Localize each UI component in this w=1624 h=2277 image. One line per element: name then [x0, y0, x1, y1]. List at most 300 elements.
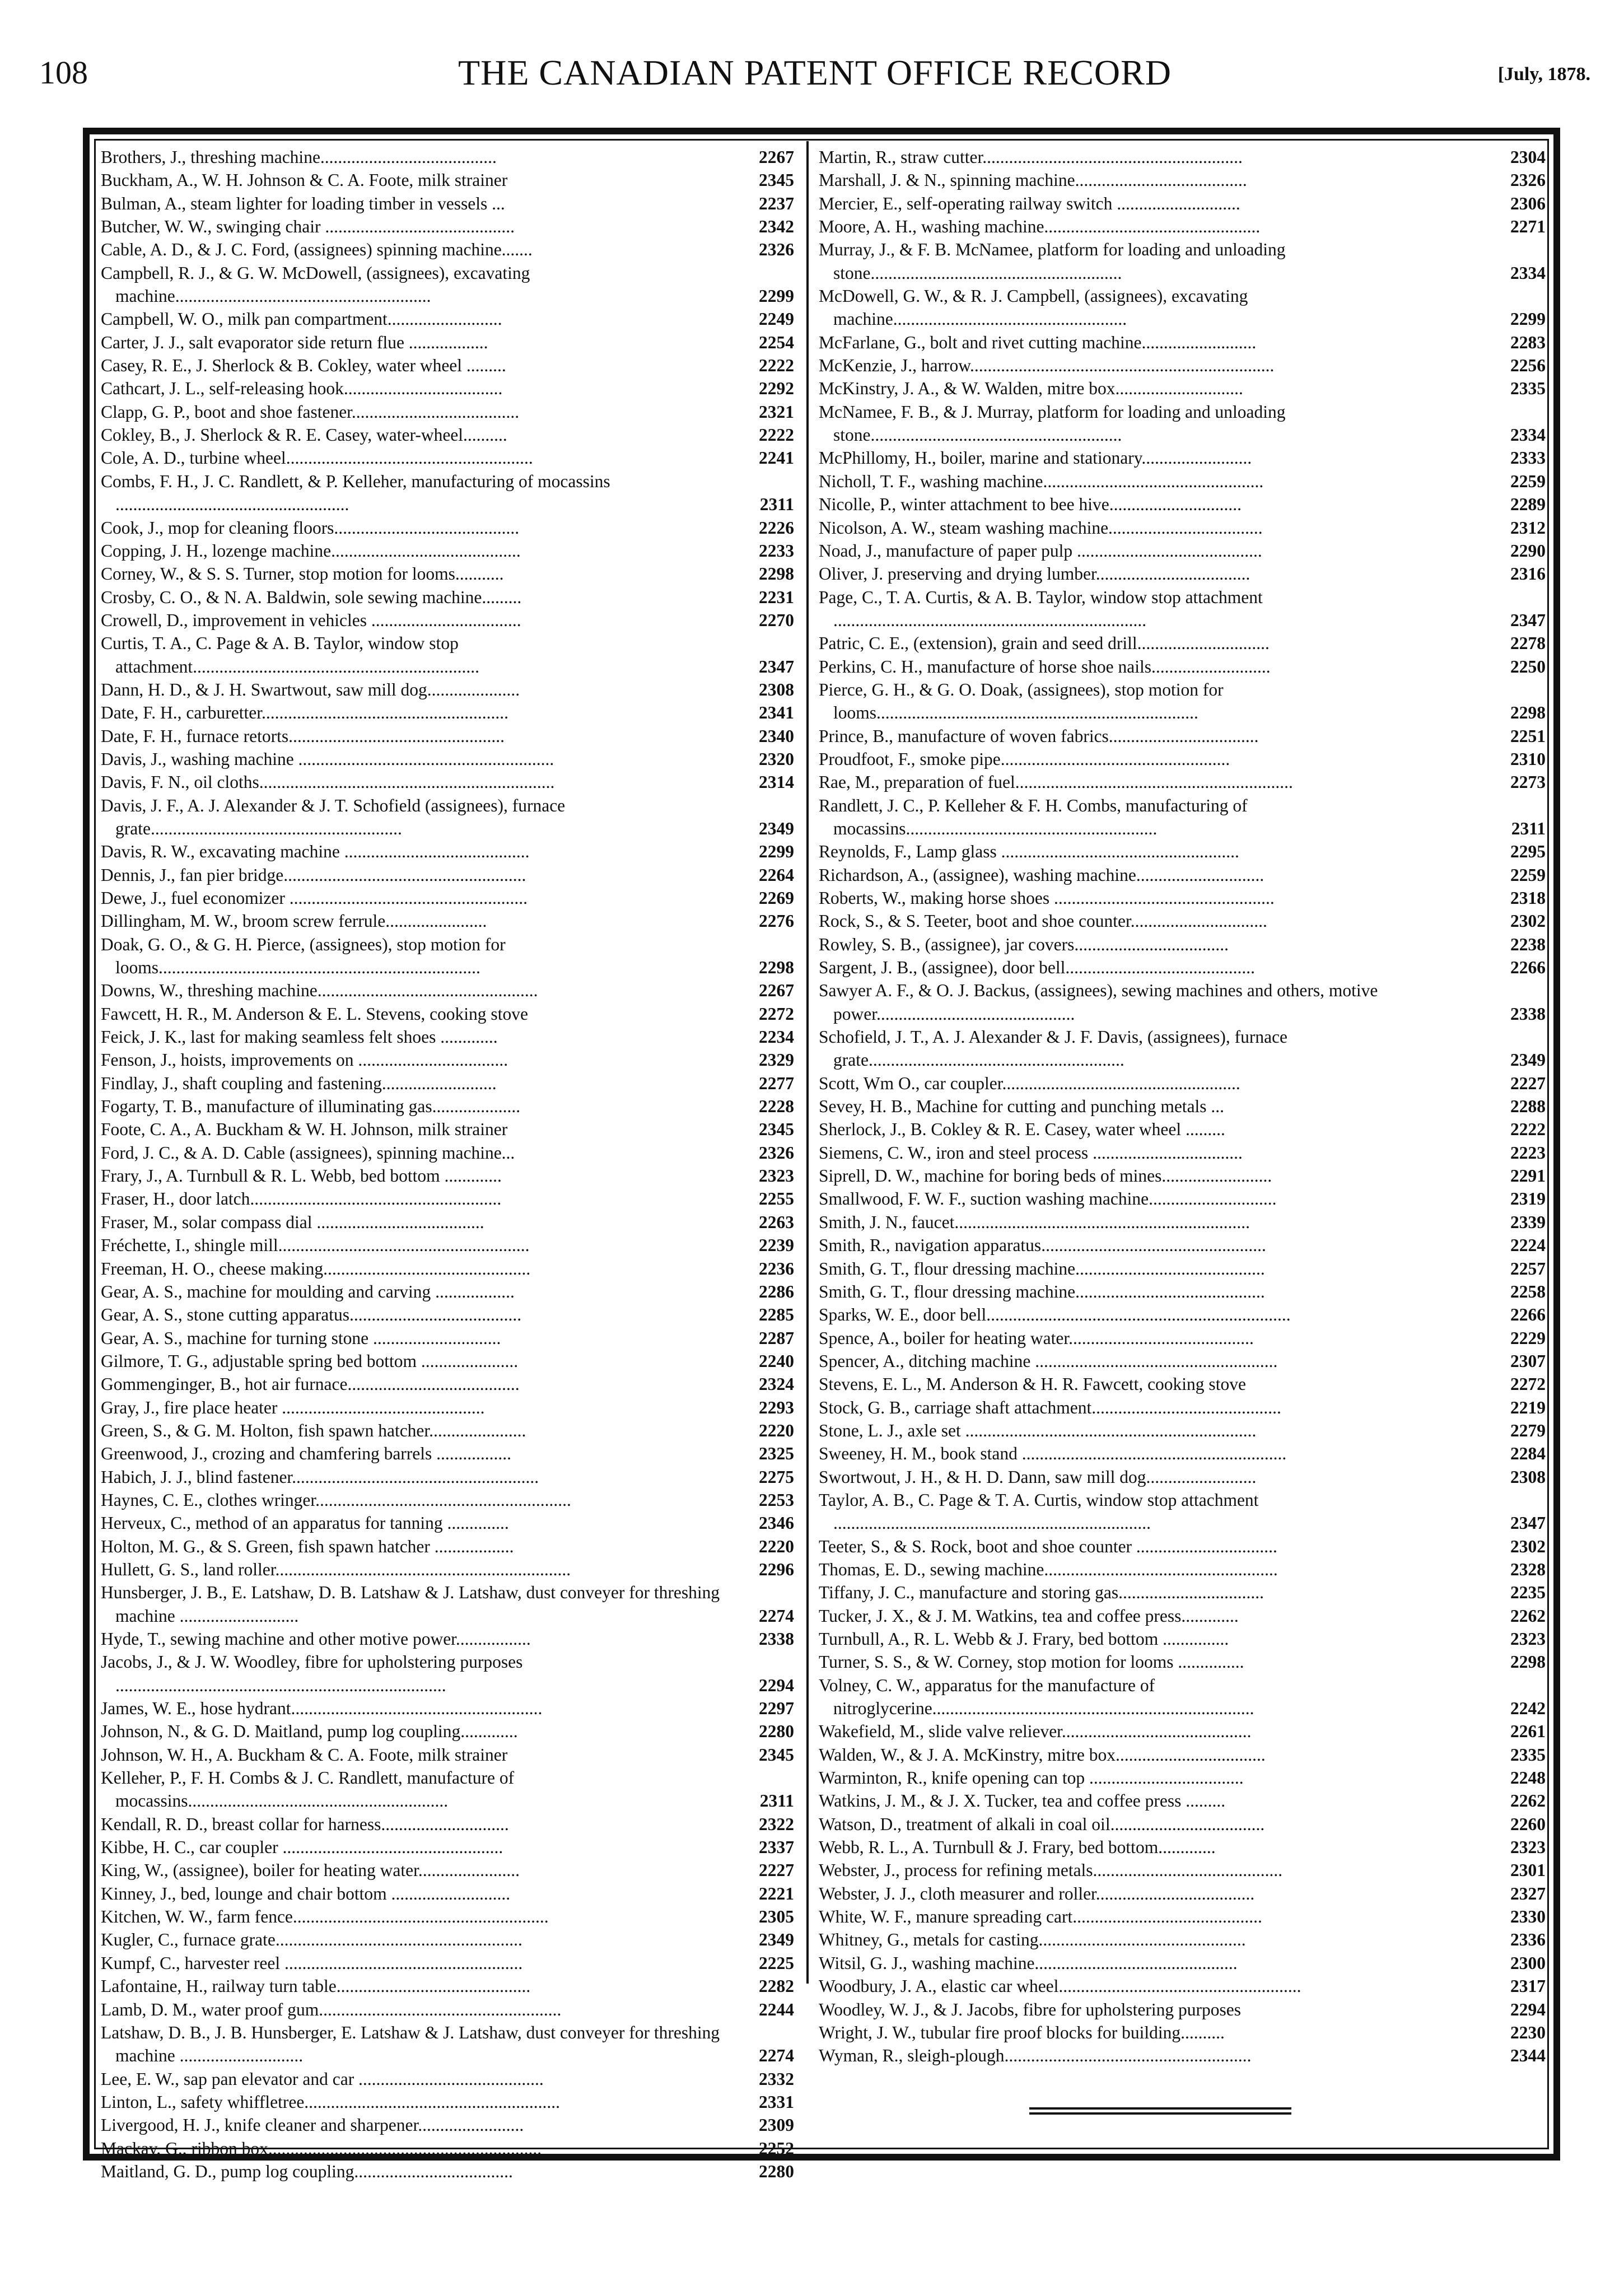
patent-number: 2344 — [1510, 2046, 1546, 2066]
entry-name: Date, F. H., carburetter........................................................ — [101, 703, 508, 723]
patent-number: 2347 — [1510, 1513, 1546, 1533]
entry-name: Smith, G. T., flour dressing machine........................................... — [819, 1281, 1265, 1301]
index-entry — [101, 1025, 794, 1048]
index-entry — [819, 192, 1546, 215]
patent-number: 2296 — [759, 1559, 794, 1579]
entry-name: Brothers, J., threshing machine........................................ — [101, 147, 497, 167]
index-entry — [819, 1535, 1546, 1558]
entry-name: King, W., (assignee), boiler for heating water....................... — [101, 1860, 520, 1881]
index-entry — [819, 1998, 1546, 2021]
entry-name: Dillingham, M. W., broom screw ferrule....................... — [101, 911, 487, 931]
patent-number: 2231 — [759, 587, 794, 607]
index-entry — [819, 1211, 1546, 1234]
entry-name: Greenwood, J., crozing and chamfering barrels ................. — [101, 1444, 512, 1464]
patent-number: 2292 — [759, 379, 794, 399]
entry-name: White, W. F., manure spreading cart........................................... — [819, 1907, 1262, 1927]
index-entry — [101, 1303, 794, 1326]
entry-name: Nicolle, P., winter attachment to bee hive.............................. — [819, 494, 1242, 515]
entry-name: Findlay, J., shaft coupling and fastening.......................... — [101, 1073, 497, 1093]
entry-name: Warminton, R., knife opening can top ................................... — [819, 1768, 1244, 1788]
entry-name: Watkins, J. M., & J. X. Tucker, tea and coffee press ......... — [819, 1791, 1226, 1811]
patent-number: 2286 — [759, 1281, 794, 1301]
index-entry — [101, 678, 794, 701]
entry-name: Fraser, M., solar compass dial ...................................... — [101, 1212, 484, 1232]
patent-number: 2335 — [1510, 1744, 1546, 1765]
patent-number: 2228 — [759, 1096, 794, 1117]
entry-name: Smith, J. N., faucet................................................................... — [819, 1212, 1250, 1232]
index-entry — [819, 1766, 1546, 1789]
patent-number: 2274 — [759, 1606, 794, 1626]
index-entry — [819, 470, 1546, 493]
entry-name: Frary, J., A. Turnbull & R. L. Webb, bed bottom ............. — [101, 1166, 502, 1186]
entry-name: Fraser, H., door latch......................................................... — [101, 1189, 502, 1209]
patent-number: 2314 — [759, 772, 794, 792]
entry-name: Feick, J. K., last for making seamless felt shoes ............. — [101, 1027, 498, 1047]
patent-number: 2311 — [759, 1791, 794, 1811]
entry-name: Woodley, W. J., & J. Jacobs, fibre for upholstering purposes — [819, 1999, 1241, 2019]
index-entry — [101, 1581, 794, 1627]
entry-name: Watson, D., treatment of alkali in coal oil................................... — [819, 1814, 1265, 1834]
index-entry — [101, 423, 794, 446]
patent-number: 2324 — [759, 1374, 794, 1394]
entry-name: Kendall, R. D., breast collar for harness............................. — [101, 1814, 509, 1834]
patent-number: 2273 — [1510, 772, 1546, 792]
entry-name: Turner, S. S., & W. Corney, stop motion for looms ............... — [819, 1652, 1244, 1672]
entry-name: Webster, J. J., cloth measurer and roller.................................... — [819, 1883, 1255, 1903]
index-entry — [819, 1303, 1546, 1326]
index-entry — [101, 1627, 794, 1650]
patent-number: 2294 — [1510, 1999, 1546, 2019]
entry-name: Rae, M., preparation of fuel............................................................... — [819, 772, 1293, 792]
end-rule — [1029, 2112, 1291, 2115]
patent-number: 2318 — [1510, 888, 1546, 908]
index-entry — [819, 446, 1546, 469]
patent-number: 2305 — [759, 1907, 794, 1927]
index-entry — [101, 516, 794, 539]
patent-number: 2323 — [1510, 1837, 1546, 1858]
patent-number: 2258 — [1510, 1281, 1546, 1301]
index-entry — [819, 354, 1546, 377]
entry-name: Carter, J. J., salt evaporator side return flue .................. — [101, 332, 488, 352]
entry-name: Smith, R., navigation apparatus................................................... — [819, 1235, 1266, 1256]
entry-name: Johnson, N., & G. D. Maitland, pump log coupling............. — [101, 1721, 518, 1742]
index-entry — [819, 979, 1546, 1025]
entry-name: Kitchen, W. W., farm fence.......................................................... — [101, 1907, 549, 1927]
patent-number: 2295 — [1510, 842, 1546, 862]
entry-name: Cokley, B., J. Sherlock & R. E. Casey, water-wheel.......... — [101, 425, 507, 445]
entry-name: Fawcett, H. R., M. Anderson & E. L. Stevens, cooking stove — [101, 1004, 528, 1024]
index-entry — [101, 307, 794, 330]
index-entry — [819, 1928, 1546, 1951]
patent-number: 2270 — [759, 610, 794, 630]
entry-name: Wright, J. W., tubular fire proof blocks for building.......... — [819, 2022, 1225, 2042]
index-entry — [819, 1187, 1546, 1210]
patent-number: 2298 — [1510, 703, 1546, 723]
index-entry — [101, 331, 794, 354]
index-entry — [101, 1396, 794, 1419]
patent-number: 2309 — [759, 2115, 794, 2135]
index-entry — [819, 1975, 1546, 1998]
index-entry — [819, 1720, 1546, 1743]
patent-number: 2233 — [759, 540, 794, 561]
index-entry — [819, 1442, 1546, 1465]
index-entry — [101, 1072, 794, 1095]
index-entry — [101, 1211, 794, 1234]
index-entry — [101, 2021, 794, 2068]
index-entry — [101, 1511, 794, 1534]
index-entry — [819, 377, 1546, 400]
index-entry — [101, 1905, 794, 1928]
index-entry — [101, 701, 794, 724]
patent-number: 2267 — [759, 147, 794, 167]
patent-number: 2284 — [1510, 1444, 1546, 1464]
entry-name: Fogarty, T. B., manufacture of illuminating gas.................... — [101, 1096, 521, 1117]
index-entry — [101, 1280, 794, 1303]
entry-name: Webb, R. L., A. Turnbull & J. Frary, bed bottom............. — [819, 1837, 1216, 1858]
entry-name: Copping, J. H., lozenge machine........................................... — [101, 540, 521, 561]
entry-name: Kibbe, H. C., car coupler .................................................. — [101, 1837, 503, 1858]
index-entry — [101, 238, 794, 261]
entry-name: Webster, J., process for refining metals........................................... — [819, 1860, 1283, 1881]
index-entry — [819, 909, 1546, 932]
index-entry — [101, 1095, 794, 1118]
index-entry — [101, 1650, 794, 1697]
entry-name: Cole, A. D., turbine wheel........................................................ — [101, 448, 533, 468]
index-entry — [819, 400, 1546, 447]
index-entry — [819, 516, 1546, 539]
patent-number: 2275 — [759, 1467, 794, 1487]
index-column-left — [101, 146, 794, 2183]
patent-number: 2256 — [1510, 356, 1546, 376]
patent-number: 2336 — [1510, 1930, 1546, 1950]
entry-name: Randlett, J. C., P. Kelleher & F. H. Combs, manufacturing of mocassins......................................................... — [819, 795, 1252, 838]
index-entry — [101, 1489, 794, 1511]
patent-number: 2280 — [759, 1721, 794, 1742]
patent-number: 2220 — [759, 1536, 794, 1556]
index-entry — [819, 1234, 1546, 1257]
index-entry — [101, 2160, 794, 2183]
entry-name: Dann, H. D., & J. H. Swartwout, saw mill dog..................... — [101, 679, 520, 699]
index-entry — [101, 1975, 794, 1998]
index-entry — [101, 262, 794, 308]
index-entry — [101, 1535, 794, 1558]
index-entry — [101, 1952, 794, 1975]
index-entry — [819, 1859, 1546, 1882]
index-entry — [819, 1743, 1546, 1766]
column-divider — [806, 141, 809, 1984]
entry-name: Spencer, A., ditching machine ....................................................... — [819, 1351, 1278, 1371]
patent-number: 2280 — [759, 2161, 794, 2181]
index-entry — [101, 1836, 794, 1859]
index-entry — [101, 1002, 794, 1025]
entry-name: Haynes, C. E., clothes wringer.......................................................... — [101, 1490, 571, 1510]
patent-number: 2272 — [759, 1004, 794, 1024]
index-entry — [101, 354, 794, 377]
entry-name: Spence, A., boiler for heating water.......................................... — [819, 1328, 1254, 1348]
patent-number: 2337 — [759, 1837, 794, 1858]
index-entry — [819, 655, 1546, 678]
index-entry — [101, 1720, 794, 1743]
entry-name: Marshall, J. & N., spinning machine....................................... — [819, 170, 1247, 190]
patent-number: 2290 — [1510, 540, 1546, 561]
patent-number: 2269 — [759, 888, 794, 908]
index-entry — [101, 377, 794, 400]
index-entry — [101, 864, 794, 886]
patent-number: 2222 — [1510, 1119, 1546, 1140]
entry-name: Kugler, C., furnace grate........................................................ — [101, 1930, 522, 1950]
index-entry — [819, 1650, 1546, 1673]
index-entry — [101, 1558, 794, 1581]
entry-name: Sevey, H. B., Machine for cutting and punching metals ... — [819, 1096, 1225, 1117]
entry-name: Tucker, J. X., & J. M. Watkins, tea and coffee press............. — [819, 1606, 1239, 1626]
entry-name: McPhillomy, H., boiler, marine and stationary......................... — [819, 448, 1252, 468]
entry-name: Kelleher, P., F. H. Combs & J. C. Randlett, manufacture of mocassins........................................................... — [101, 1768, 519, 1811]
patent-number: 2251 — [1510, 726, 1546, 746]
entry-name: Ford, J. C., & A. D. Cable (assignees), spinning machine... — [101, 1142, 515, 1163]
patent-number: 2279 — [1510, 1420, 1546, 1440]
index-entry — [819, 1905, 1546, 1928]
entry-name: Cable, A. D., & J. C. Ford, (assignees) spinning machine....... — [101, 240, 533, 260]
patent-number: 2236 — [759, 1258, 794, 1279]
index-entry — [101, 909, 794, 932]
index-entry — [101, 886, 794, 909]
entry-name: Curtis, T. A., C. Page & A. B. Taylor, window stop attachment................................................................. — [101, 633, 480, 676]
entry-name: Pierce, G. H., & G. O. Doak, (assignees), stop motion for looms......................................................................... — [819, 679, 1228, 723]
patent-number: 2266 — [1510, 958, 1546, 978]
entry-name: Davis, R. W., excavating machine .......................................... — [101, 842, 530, 862]
entry-name: Cathcart, J. L., self-releasing hook.................................... — [101, 379, 503, 399]
patent-number: 2267 — [759, 981, 794, 1001]
patent-number: 2253 — [759, 1490, 794, 1510]
index-entry — [819, 1952, 1546, 1975]
index-entry — [101, 2137, 794, 2160]
entry-name: Stock, G. B., carriage shaft attachment........................................... — [819, 1397, 1281, 1417]
patent-number: 2263 — [759, 1212, 794, 1232]
patent-number: 2349 — [1510, 1050, 1546, 1070]
index-entry — [101, 1928, 794, 1951]
index-entry — [819, 169, 1546, 192]
patent-number: 2299 — [759, 842, 794, 862]
entry-name: Latshaw, D. B., J. B. Hunsberger, E. Latshaw & J. Latshaw, dust conveyer for threshing machine ............................ — [101, 2022, 724, 2066]
entry-name: Oliver, J. preserving and drying lumber................................... — [819, 564, 1250, 584]
patent-number: 2327 — [1510, 1883, 1546, 1903]
index-entry — [101, 146, 794, 169]
entry-name: Schofield, J. T., A. J. Alexander & J. F. Davis, (assignees), furnace grate.......................................................... — [819, 1027, 1292, 1070]
index-entry — [101, 215, 794, 238]
patent-number: 2274 — [759, 2046, 794, 2066]
patent-number: 2301 — [1510, 1860, 1546, 1881]
patent-number: 2328 — [1510, 1559, 1546, 1579]
patent-number: 2298 — [1510, 1652, 1546, 1672]
entry-name: Swortwout, J. H., & H. D. Dann, saw mill dog......................... — [819, 1467, 1257, 1487]
patent-number: 2331 — [759, 2092, 794, 2112]
entry-name: Davis, F. N., oil cloths................................................................... — [101, 772, 555, 792]
patent-number: 2272 — [1510, 1374, 1546, 1394]
entry-name: Davis, J., washing machine .......................................................... — [101, 749, 554, 769]
index-entry — [819, 1257, 1546, 1280]
index-entry — [101, 539, 794, 562]
patent-number: 2326 — [759, 1142, 794, 1163]
index-entry — [101, 1234, 794, 1257]
index-entry — [101, 725, 794, 748]
patent-number: 2308 — [759, 679, 794, 699]
entry-name: Sawyer A. F., & O. J. Backus, (assignees), sewing machines and others, motive power............................................. — [819, 981, 1383, 1024]
patent-number: 2227 — [1510, 1073, 1546, 1093]
patent-number: 2322 — [759, 1814, 794, 1834]
entry-name: Gear, A. S., machine for turning stone ............................. — [101, 1328, 501, 1348]
patent-number: 2333 — [1510, 448, 1546, 468]
entry-name: Page, C., T. A. Curtis, & A. B. Taylor, window stop attachment ....................................................................... — [819, 587, 1267, 630]
patent-number: 2277 — [759, 1073, 794, 1093]
patent-number: 2334 — [1510, 425, 1546, 445]
index-entry — [101, 470, 794, 516]
entry-name: Cook, J., mop for cleaning floors.......................................... — [101, 517, 520, 538]
patent-number: 2235 — [1510, 1583, 1546, 1603]
patent-number: 2312 — [1510, 517, 1546, 538]
entry-name: Gommenginger, B., hot air furnace....................................... — [101, 1374, 520, 1394]
patent-number: 2227 — [759, 1860, 794, 1881]
patent-number: 2241 — [759, 448, 794, 468]
patent-number: 2323 — [759, 1166, 794, 1186]
index-entry — [819, 493, 1546, 516]
entry-name: Siemens, C. W., iron and steel process .................................. — [819, 1142, 1243, 1163]
page-header — [39, 53, 1590, 92]
entry-name: Wakefield, M., slide valve reliever........................................... — [819, 1721, 1252, 1742]
patent-number: 2325 — [759, 1444, 794, 1464]
end-rule — [1029, 2107, 1291, 2110]
entry-name: Crosby, C. O., & N. A. Baldwin, sole sewing machine......... — [101, 587, 522, 607]
index-entry — [819, 1419, 1546, 1442]
entry-name: McNamee, F. B., & J. Murray, platform for loading and unloading stone......................................................... — [819, 402, 1290, 445]
entry-name: Dewe, J., fuel economizer ...................................................... — [101, 888, 528, 908]
index-entry — [819, 678, 1546, 725]
index-entry — [101, 1998, 794, 2021]
index-entry — [819, 1118, 1546, 1141]
entry-name: Dennis, J., fan pier bridge....................................................... — [101, 865, 526, 885]
entry-name: Sparks, W. E., door bell..................................................................... — [819, 1305, 1291, 1325]
patent-number: 2316 — [1510, 564, 1546, 584]
entry-name: Maitland, G. D., pump log coupling.................................... — [101, 2161, 513, 2181]
patent-number: 2346 — [759, 1513, 794, 1533]
index-entry — [101, 1141, 794, 1164]
index-entry — [101, 1743, 794, 1766]
patent-number: 2329 — [759, 1050, 794, 1070]
patent-number: 2338 — [759, 1629, 794, 1649]
index-entry — [101, 1859, 794, 1882]
entry-name: Downs, W., threshing machine.................................................. — [101, 981, 538, 1001]
patent-number: 2291 — [1510, 1166, 1546, 1186]
index-entry — [819, 748, 1546, 771]
entry-name: Turnbull, A., R. L. Webb & J. Frary, bed bottom ............... — [819, 1629, 1229, 1649]
entry-name: Campbell, R. J., & G. W. McDowell, (assignees), excavating machine.......................................................... — [101, 263, 535, 306]
patent-number: 2297 — [759, 1699, 794, 1719]
entry-name: Kumpf, C., harvester reel ...................................................... — [101, 1953, 523, 1973]
patent-number: 2330 — [1510, 1907, 1546, 1927]
index-entry — [819, 1604, 1546, 1627]
entry-name: Volney, C. W., apparatus for the manufacture of nitroglycerine......................................................................... — [819, 1675, 1254, 1719]
index-entry — [101, 1766, 794, 1813]
index-entry — [819, 1396, 1546, 1419]
entry-name: Jacobs, J., & J. W. Woodley, fibre for upholstering purposes ........................................................................... — [101, 1652, 528, 1695]
index-entry — [819, 771, 1546, 794]
index-entry — [819, 586, 1546, 632]
entry-name: Kinney, J., bed, lounge and chair bottom ........................... — [101, 1883, 511, 1903]
entry-name: McKinstry, J. A., & W. Walden, mitre box............................. — [819, 379, 1243, 399]
entry-name: Hyde, T., sewing machine and other motive power................. — [101, 1629, 531, 1649]
entry-name: Proudfoot, F., smoke pipe.................................................... — [819, 749, 1230, 769]
index-entry — [819, 886, 1546, 909]
patent-number: 2341 — [759, 703, 794, 723]
entry-name: Lamb, D. M., water proof gum....................................................... — [101, 1999, 562, 2019]
patent-number: 2299 — [759, 286, 794, 306]
patent-number: 2261 — [1510, 1721, 1546, 1742]
index-entry — [101, 1442, 794, 1465]
patent-number: 2340 — [759, 726, 794, 746]
index-entry — [819, 632, 1546, 655]
index-entry — [819, 146, 1546, 169]
index-column-right — [819, 146, 1546, 2068]
entry-name: James, W. E., hose hydrant......................................................... — [101, 1699, 543, 1719]
entry-name: Teeter, S., & S. Rock, boot and shoe counter ................................ — [819, 1536, 1277, 1556]
patent-number: 2298 — [759, 958, 794, 978]
entry-name: Richardson, A., (assignee), washing machine............................. — [819, 865, 1264, 885]
patent-number: 2226 — [759, 517, 794, 538]
patent-number: 2307 — [1510, 1351, 1546, 1371]
patent-number: 2347 — [759, 656, 794, 676]
index-entry — [101, 1350, 794, 1373]
entry-name: Gear, A. S., machine for moulding and carving .................. — [101, 1281, 515, 1301]
index-entry — [101, 840, 794, 863]
patent-number: 2271 — [1510, 217, 1546, 237]
index-entry — [819, 1280, 1546, 1303]
index-entry — [819, 933, 1546, 956]
patent-number: 2311 — [759, 494, 794, 515]
index-entry — [819, 794, 1546, 841]
index-entry — [101, 1048, 794, 1071]
index-entry — [819, 1141, 1546, 1164]
entry-name: Crowell, D., improvement in vehicles .................................. — [101, 610, 521, 630]
index-entry — [101, 2068, 794, 2091]
patent-number: 2237 — [759, 193, 794, 213]
entry-name: Scott, Wm O., car coupler...................................................... — [819, 1073, 1240, 1093]
patent-number: 2298 — [759, 564, 794, 584]
entry-name: McFarlane, G., bolt and rivet cutting machine.......................... — [819, 332, 1257, 352]
index-entry — [819, 2044, 1546, 2067]
entry-name: Green, S., & G. M. Holton, fish spawn hatcher...................... — [101, 1420, 526, 1440]
patent-number: 2349 — [759, 1930, 794, 1950]
entry-name: Butcher, W. W., swinging chair ........................................... — [101, 217, 515, 237]
index-entry — [101, 446, 794, 469]
entry-name: McDowell, G. W., & R. J. Campbell, (assignees), excavating machine..................................................... — [819, 286, 1253, 329]
index-entry — [101, 748, 794, 771]
patent-number: 2244 — [759, 1999, 794, 2019]
index-entry — [819, 1813, 1546, 1836]
index-entry — [101, 1327, 794, 1350]
entry-name: Lafontaine, H., railway turn table............................................ — [101, 1976, 531, 1996]
patent-number: 2334 — [1510, 263, 1546, 283]
patent-number: 2319 — [1510, 1189, 1546, 1209]
patent-number: 2317 — [1510, 1976, 1546, 1996]
index-entry — [819, 284, 1546, 331]
index-entry — [101, 1466, 794, 1489]
patent-number: 2234 — [759, 1027, 794, 1047]
entry-name: Martin, R., straw cutter........................................................... — [819, 147, 1243, 167]
patent-number: 2342 — [759, 217, 794, 237]
index-entry — [819, 1882, 1546, 1905]
entry-name: Freeman, H. O., cheese making............................................... — [101, 1258, 531, 1279]
entry-name: Mercier, E., self-operating railway switch ............................ — [819, 193, 1240, 213]
patent-number: 2252 — [759, 2138, 794, 2158]
